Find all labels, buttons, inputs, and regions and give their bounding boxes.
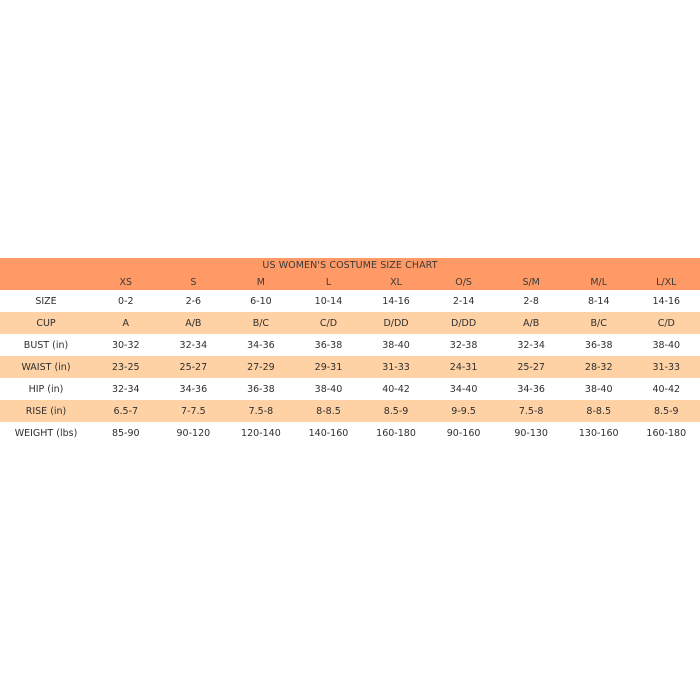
- table-cell: 8-8.5: [316, 405, 341, 417]
- table-cell: 2-14: [452, 295, 475, 307]
- table-cell: 140-160: [308, 427, 349, 439]
- table-cell: 2-6: [185, 295, 202, 307]
- size-header-cells: [92, 277, 700, 288]
- table-cell: 10-14: [314, 295, 343, 307]
- row-values: [92, 362, 700, 373]
- table-cell: 23-25: [111, 361, 140, 373]
- size-chart-body: [0, 290, 700, 444]
- table-cell: 14-16: [652, 295, 681, 307]
- table-cell: 36-38: [314, 339, 343, 351]
- table-cell: 120-140: [241, 427, 281, 439]
- table-cell: 90-130: [514, 427, 548, 439]
- table-cell: 31-33: [382, 361, 410, 373]
- row-label: HIP (in): [28, 383, 64, 395]
- table-cell: A/B: [523, 317, 540, 329]
- table-cell: B/C: [590, 317, 607, 329]
- table-cell: 7-7.5: [181, 405, 206, 417]
- table-cell: 7.5-8: [248, 405, 274, 417]
- table-cell: 32-34: [517, 339, 545, 351]
- row-label: RISE (in): [25, 405, 67, 417]
- size-header-l-xl: L/XL: [656, 276, 677, 288]
- table-cell: 34-40: [449, 383, 478, 395]
- table-row: [0, 356, 700, 378]
- size-header-s-m: S/M: [522, 276, 540, 288]
- table-cell: 32-34: [111, 383, 140, 395]
- size-header-s: S: [190, 276, 197, 288]
- table-row: [0, 334, 700, 356]
- table-cell: 34-36: [247, 339, 275, 351]
- table-row: [0, 312, 700, 334]
- table-cell: 160-180: [646, 427, 687, 439]
- row-label: CUP: [36, 317, 56, 329]
- table-cell: B/C: [252, 317, 270, 329]
- table-cell: 38-40: [584, 383, 613, 395]
- table-cell: 6-10: [250, 295, 272, 307]
- table-cell: 34-36: [179, 383, 208, 395]
- row-values: [92, 340, 700, 351]
- table-row: [0, 400, 700, 422]
- size-header-xs: XS: [119, 276, 133, 288]
- table-cell: A/B: [185, 317, 202, 329]
- table-cell: 160-180: [376, 427, 416, 439]
- table-cell: 34-36: [517, 383, 545, 395]
- table-cell: 27-29: [247, 361, 275, 373]
- table-cell: C/D: [319, 317, 338, 329]
- table-cell: A: [122, 317, 130, 329]
- table-cell: 36-38: [247, 383, 275, 395]
- size-header-l: L: [325, 276, 332, 288]
- table-cell: C/D: [657, 317, 675, 329]
- table-cell: 14-16: [382, 295, 410, 307]
- table-cell: 38-40: [652, 339, 681, 351]
- table-cell: 28-32: [584, 361, 613, 373]
- table-cell: 90-160: [446, 427, 481, 439]
- table-cell: 85-90: [111, 427, 140, 439]
- row-values: [92, 318, 700, 329]
- table-cell: 31-33: [652, 361, 681, 373]
- table-row: [0, 378, 700, 400]
- row-values: [92, 296, 700, 307]
- table-cell: 29-31: [314, 361, 343, 373]
- table-cell: 25-27: [179, 361, 208, 373]
- table-cell: D/DD: [451, 317, 477, 329]
- size-header-m-l: M/L: [590, 276, 608, 288]
- size-header-row: [0, 274, 700, 290]
- table-cell: 24-31: [449, 361, 478, 373]
- row-label: WEIGHT (lbs): [14, 427, 78, 439]
- table-cell: 6.5-7: [113, 405, 139, 417]
- size-header-xl: XL: [390, 276, 402, 288]
- size-chart-table: [0, 258, 700, 444]
- table-cell: 8-8.5: [586, 405, 612, 417]
- table-cell: D/DD: [383, 317, 409, 329]
- table-cell: 7.5-8: [518, 405, 544, 417]
- chart-title: US WOMEN'S COSTUME SIZE CHART: [0, 258, 700, 274]
- table-cell: 130-160: [578, 427, 619, 439]
- size-header-o-s: O/S: [455, 276, 472, 288]
- row-values: [92, 384, 700, 395]
- table-cell: 30-32: [111, 339, 140, 351]
- table-cell: 38-40: [382, 339, 410, 351]
- table-cell: 38-40: [314, 383, 343, 395]
- table-cell: 8.5-9: [653, 405, 679, 417]
- table-cell: 36-38: [584, 339, 613, 351]
- size-header-m: M: [256, 276, 265, 288]
- table-cell: 40-42: [652, 383, 681, 395]
- table-row: [0, 290, 700, 312]
- table-cell: 32-38: [449, 339, 478, 351]
- row-values: [92, 428, 700, 439]
- table-cell: 8.5-9: [383, 405, 409, 417]
- table-cell: 2-8: [523, 295, 539, 307]
- table-cell: 32-34: [179, 339, 208, 351]
- table-row: [0, 422, 700, 444]
- table-cell: 8-14: [587, 295, 610, 307]
- table-cell: 0-2: [118, 295, 134, 307]
- row-label: WAIST (in): [21, 361, 71, 373]
- table-cell: 90-120: [176, 427, 211, 439]
- row-values: [92, 406, 700, 417]
- row-label: SIZE: [35, 295, 57, 307]
- table-cell: 9-9.5: [451, 405, 476, 417]
- row-label: BUST (in): [23, 339, 69, 351]
- table-cell: 25-27: [517, 361, 545, 373]
- table-cell: 40-42: [382, 383, 410, 395]
